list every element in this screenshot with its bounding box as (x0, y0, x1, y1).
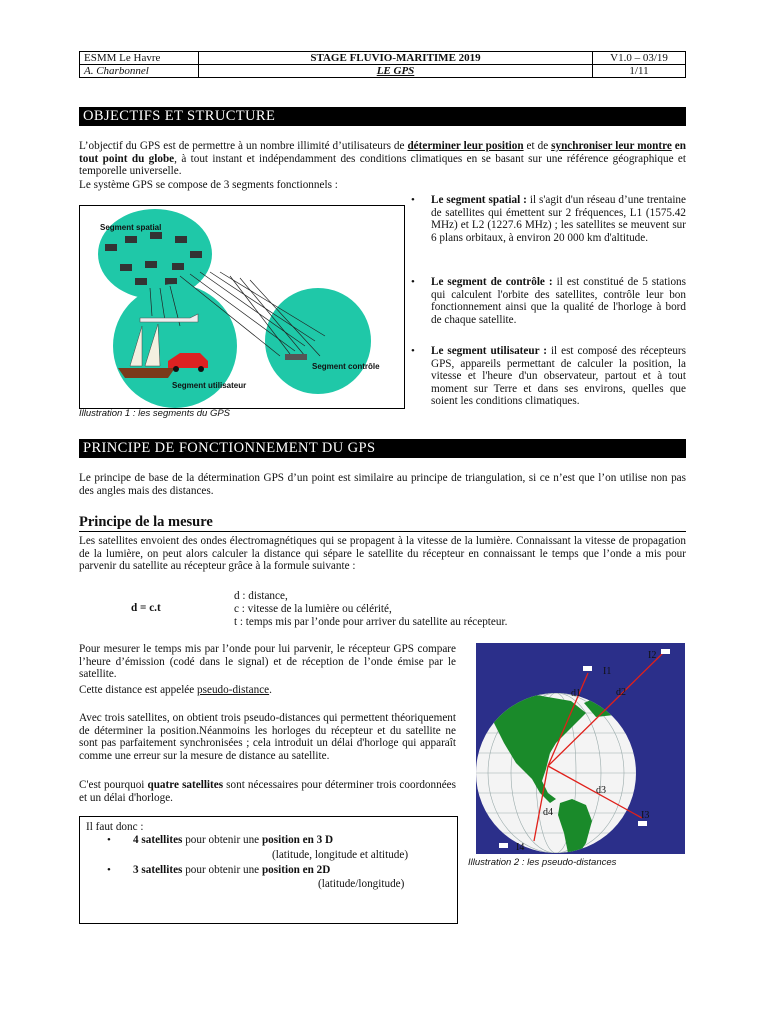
intro-segments: Le système GPS se compose de 3 segments fonctionnels : (79, 179, 338, 191)
quatre-satellites-paragraph (79, 779, 456, 804)
pseudo-distances-illustration (476, 643, 685, 854)
summary-3d-text: pour obtenir une (182, 834, 262, 846)
label-control-segment: Segment contrôle (312, 362, 380, 371)
summary-3d-position: position en 3 D (261, 834, 334, 846)
summary-2d-detail: (latitude/longitude) (318, 878, 405, 890)
document-header (79, 51, 686, 78)
label-d4: d4 (543, 807, 553, 818)
header-page: 1/11 (593, 65, 686, 78)
pseudo-distance-paragraph (79, 684, 456, 697)
bullet-spatial-text: il s'agit d'un réseau d’une trentaine de satellites qui émettent sur 2 fréquences, L1 (1575.42 MHz) et L2 (1227.6 MHz) ; les satellites se meuvent sur 6 plans orbitaux, à environ 20 000 km d'altitude. (431, 194, 686, 244)
header-author: A. Charbonnel (80, 65, 199, 78)
segments-diagram (80, 206, 404, 408)
intro-text: et de (523, 140, 552, 152)
temps-paragraph: Pour mesurer le temps mis par l’onde pour lui parvenir, le récepteur GPS compare l’heure d’émission (codé dans le signal) et de réception de l’onde émise par le satellite. (79, 643, 456, 681)
summary-2d-position: position en 2D (261, 864, 331, 876)
intro-text: L’objectif du GPS est de permettre à un nombre illimité d’utilisateurs de (79, 140, 408, 152)
summary-2d-count: 3 satellites (133, 864, 183, 876)
quatre-text: C'est pourquoi (79, 779, 148, 791)
label-d2: d2 (616, 687, 626, 698)
formula-def-t: t : temps mis par l’onde pour arriver du satellite au récepteur. (234, 616, 508, 628)
formula-def-d: d : distance, (234, 590, 288, 602)
label-i4: I4 (516, 842, 525, 853)
intro-text: , à tout instant et indépendamment des conditions climatiques en se basant sur une référence géographique et temporelle universelle. (79, 152, 686, 178)
synchronisation-paragraph: Avec trois satellites, on obtient trois pseudo-distances qui permettent théoriquement de déterminer la position.Néanmoins les horloges du récepteur et du satellite ne sont pas parfaitement synchronisées ; cela introduit un délai d'horloge qui apparaît comme une erreur sur la mesure de distance au satellite. (79, 712, 456, 762)
summary-3d-detail: (latitude, longitude et altitude) (272, 849, 409, 861)
mesure-paragraph: Les satellites envoient des ondes électromagnétiques qui se propagent à la vitesse de la lumière. Connaissant la vitesse de propagation de la lumière, on peut alors calculer la distance qui sépare le satellite du récepteur en connaissant le temps que l’onde a mis pour parvenir du satellite au récepteur grâce à la formule suivante : (79, 535, 686, 573)
intro-emphasis-position: déterminer leur position (407, 140, 524, 152)
label-i1: I1 (603, 666, 612, 677)
bullet-dot: • (411, 194, 415, 206)
summary-box (79, 816, 458, 924)
header-version: V1.0 – 03/19 (593, 52, 686, 65)
label-user-segment: Segment utilisateur (172, 381, 247, 390)
intro-emphasis-globe: en tout point du globe (79, 140, 686, 165)
intro-paragraph (79, 140, 686, 178)
bullet-dot: • (411, 345, 415, 357)
header-title: LE GPS (199, 65, 593, 78)
caption-illustration-2: Illustration 2 : les pseudo-distances (468, 857, 617, 868)
section-title-principe: PRINCIPE DE FONCTIONNEMENT DU GPS (79, 439, 686, 458)
label-i3: I3 (641, 810, 650, 821)
bullet-dot: • (411, 276, 415, 288)
label-d3: d3 (596, 785, 606, 796)
summary-item-2d (133, 864, 330, 877)
formula-def-c: c : vitesse de la lumière ou célérité, (234, 603, 392, 615)
subsection-title-mesure: Principe de la mesure (79, 514, 213, 530)
quatre-emphasis: quatre satellites (147, 779, 224, 791)
label-space-segment: Segment spatial (100, 223, 162, 232)
quatre-text: sont nécessaires pour déterminer trois coordonnées et un délai d'horloge. (79, 779, 456, 804)
formula: d = c.t (131, 602, 161, 614)
ground-station-icon (285, 354, 307, 360)
header-course: STAGE FLUVIO-MARITIME 2019 (199, 52, 593, 65)
bullet-controle-text: il est constitué de 5 stations qui calculent l'orbite des satellites, contrôle leur bon fonctionnement ainsi que la qualité de l'horloge à bord de chaque satellite. (431, 276, 686, 326)
pseudo-distance-term: pseudo-distance (197, 684, 270, 696)
label-d1: d1 (571, 688, 581, 699)
bullet-controle-label: Le segment de contrôle : (431, 276, 553, 288)
bullet-utilisateur-label: Le segment utilisateur : (431, 345, 548, 357)
intro-emphasis-montre: synchroniser leur montre (551, 140, 672, 152)
summary-item-3d (133, 834, 333, 847)
label-i2: I2 (648, 650, 657, 661)
pseudo-distance-text: . (269, 684, 272, 696)
principe-intro: Le principe de base de la détermination GPS d’un point est similaire au principe de triangulation, si ce n’est que l’on utilise non pas des angles mais des distances. (79, 472, 686, 497)
section-title-objectifs: OBJECTIFS ET STRUCTURE (79, 107, 686, 126)
summary-2d-text: pour obtenir une (182, 864, 262, 876)
bullet-dot: • (107, 834, 111, 846)
bullet-dot: • (107, 864, 111, 876)
bullet-utilisateur-text: il est composé des récepteurs GPS, appareils permettant de calculer la position, la vitesse et l'heure d'un observateur, partout et à tout moment sur Terre et dans ses environs, quelles que soient les conditions climatiques. (431, 345, 686, 408)
segments-illustration (79, 205, 405, 409)
bullet-spatial (431, 194, 686, 244)
summary-intro: Il faut donc : (86, 821, 144, 833)
bullet-spatial-label: Le segment spatial : (431, 194, 527, 206)
globe-diagram (476, 643, 685, 854)
summary-3d-count: 4 satellites (133, 834, 183, 846)
bullet-utilisateur (431, 345, 686, 408)
bullet-controle (431, 276, 686, 326)
caption-illustration-1: Illustration 1 : les segments du GPS (79, 408, 231, 419)
header-school: ESMM Le Havre (80, 52, 199, 65)
pseudo-distance-text: Cette distance est appelée (79, 684, 198, 696)
subsection-rule (79, 531, 686, 532)
